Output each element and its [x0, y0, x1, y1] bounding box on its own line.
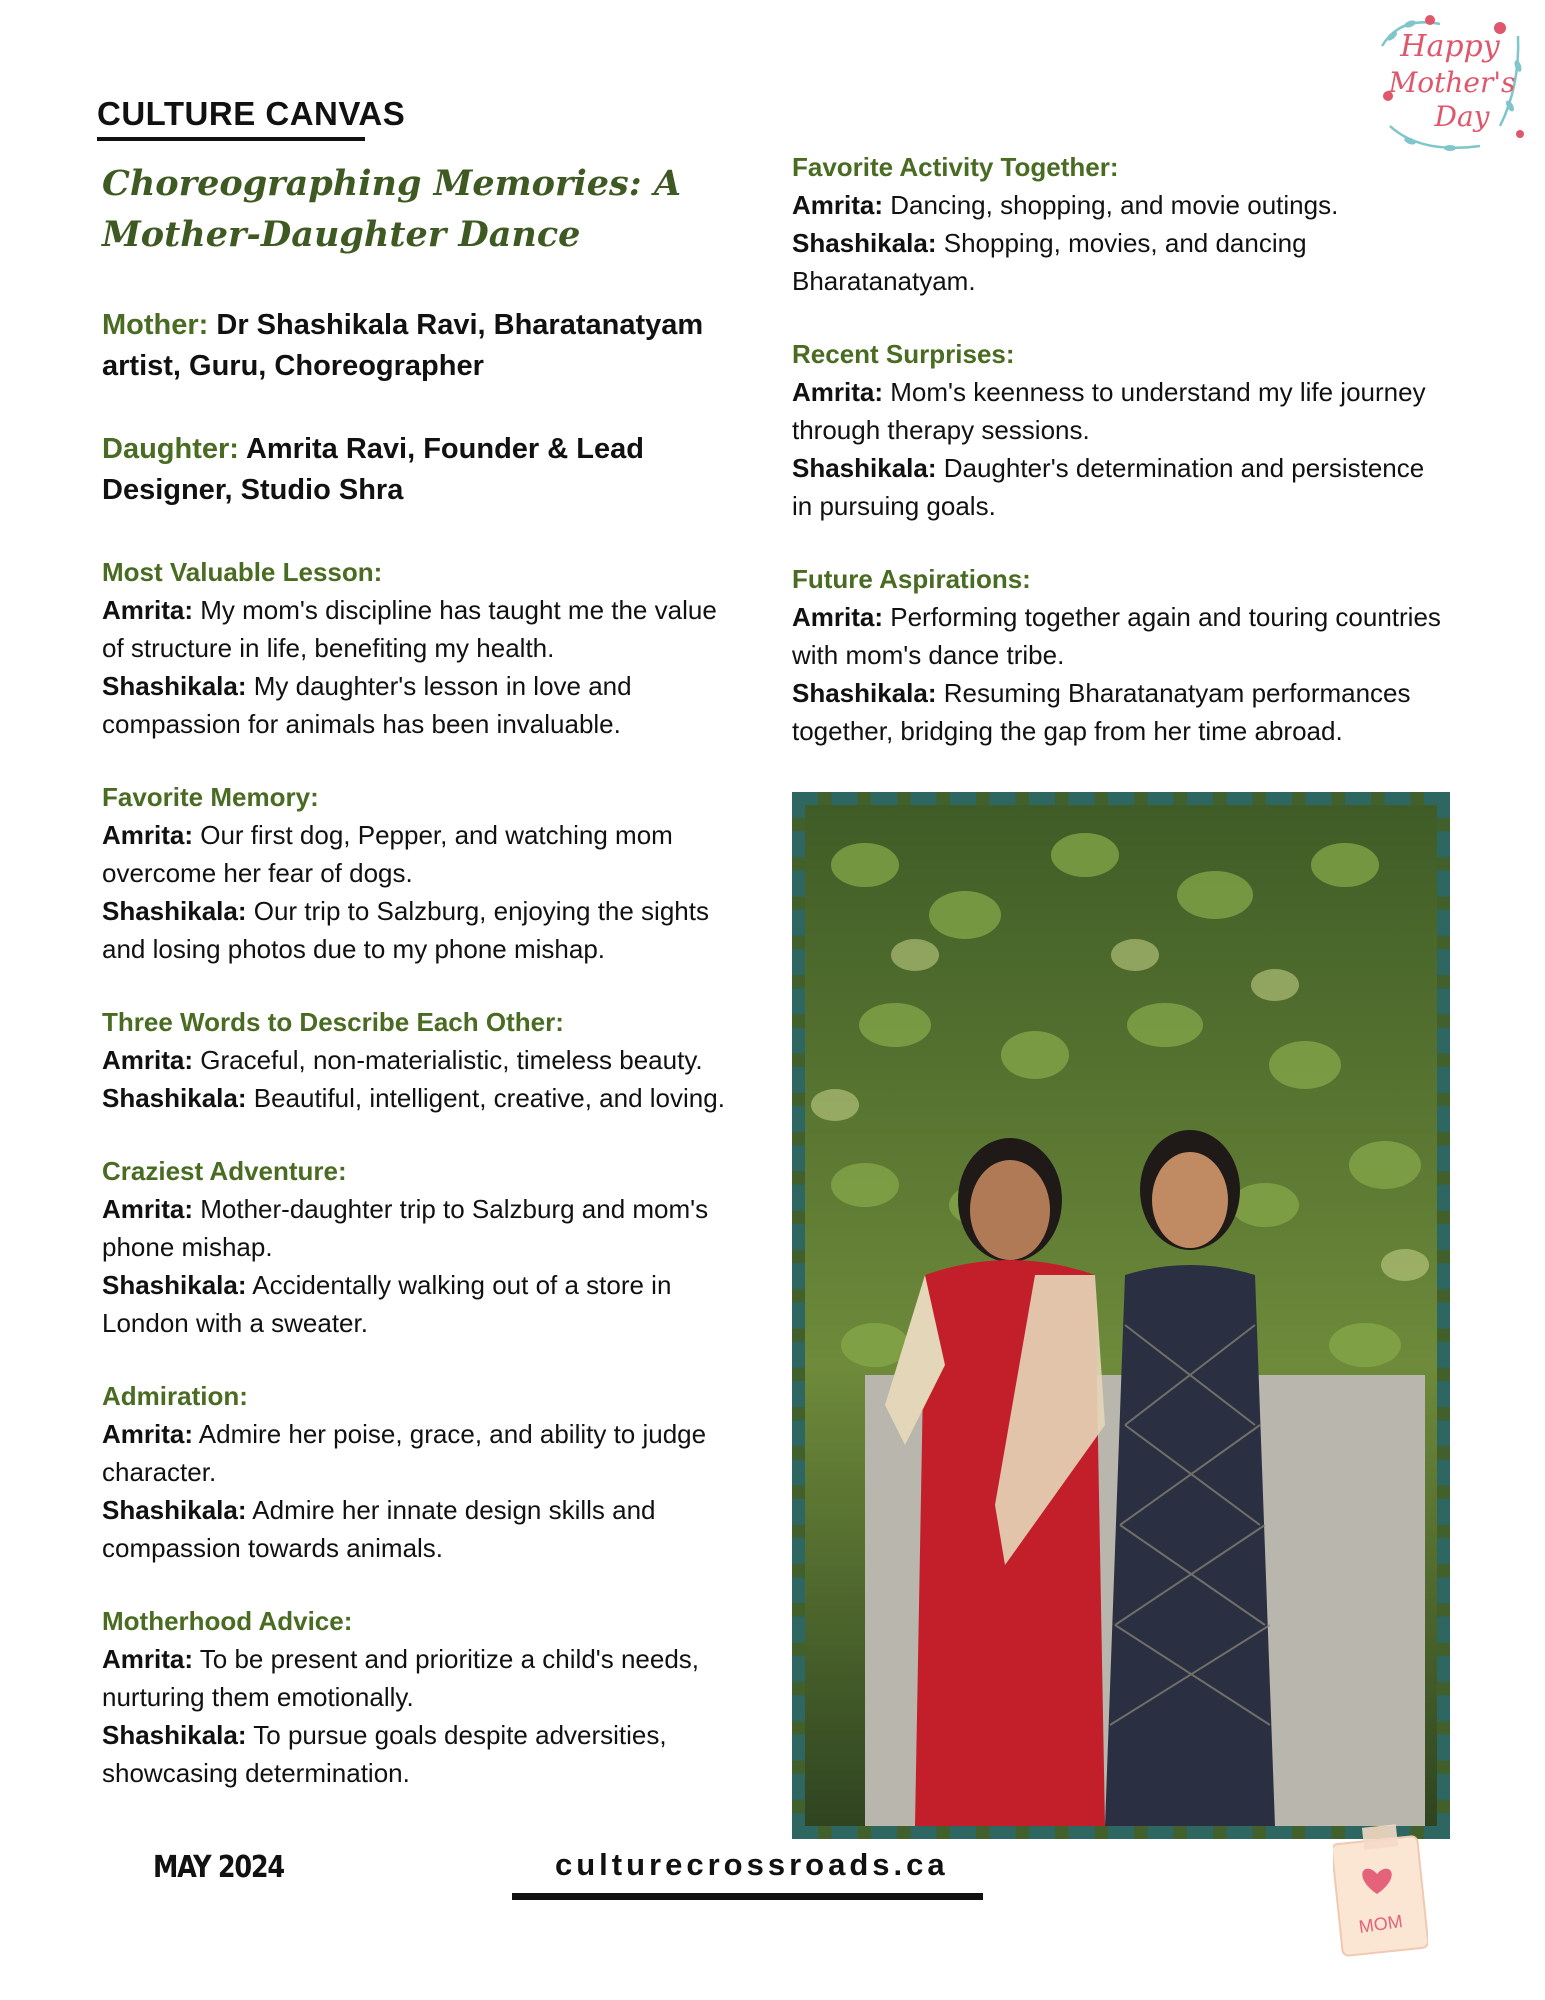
- shashikala-answer-text: To pursue goals despite adversities, showcasing determination.: [102, 1720, 667, 1788]
- photo-illustration: [805, 805, 1437, 1826]
- shashikala-answer: [792, 449, 1442, 525]
- amrita-label: Amrita:: [102, 820, 194, 850]
- daughter-info: [102, 429, 742, 511]
- shashikala-label: Shashikala:: [102, 671, 247, 701]
- qa-section: [102, 1152, 742, 1342]
- shashikala-answer: [102, 1491, 742, 1567]
- amrita-answer: [792, 598, 1442, 674]
- amrita-label: Amrita:: [102, 1045, 194, 1075]
- shashikala-answer-text: My daughter's lesson in love and compassion for animals has been invaluable.: [102, 671, 632, 739]
- footer-underline: [512, 1893, 983, 1900]
- qa-heading: Motherhood Advice:: [102, 1606, 353, 1636]
- qa-heading: Future Aspirations:: [792, 564, 1031, 594]
- qa-heading: Favorite Activity Together:: [792, 152, 1119, 182]
- amrita-answer-text: Mother-daughter trip to Salzburg and mom's phone mishap.: [102, 1194, 709, 1262]
- amrita-answer: [102, 1041, 742, 1079]
- website-link[interactable]: culturecrossroads.ca: [555, 1847, 949, 1882]
- daughter-role-label: Daughter:: [102, 433, 239, 465]
- shashikala-answer-text: Our trip to Salzburg, enjoying the sights and losing photos due to my phone mishap.: [102, 896, 709, 964]
- shashikala-answer: [102, 667, 742, 743]
- shashikala-answer-text: Accidentally walking out of a store in London with a sweater.: [102, 1270, 672, 1338]
- amrita-answer: [102, 1415, 742, 1491]
- amrita-label: Amrita:: [792, 602, 884, 632]
- amrita-answer: [102, 591, 742, 667]
- amrita-answer-text: To be present and prioritize a child's needs, nurturing them emotionally.: [102, 1644, 700, 1712]
- amrita-answer-text: Dancing, shopping, and movie outings.: [883, 190, 1339, 220]
- qa-section: [102, 778, 742, 968]
- amrita-answer: [102, 1640, 742, 1716]
- shashikala-answer: [792, 224, 1442, 300]
- mom-card-label: MOM: [1357, 1911, 1404, 1937]
- amrita-answer-text: Graceful, non-materialistic, timeless beauty.: [193, 1045, 703, 1075]
- article-title: Choreographing Memories: A Mother-Daughter Dance: [102, 163, 681, 255]
- shashikala-answer: [102, 892, 742, 968]
- mother-info: [102, 305, 742, 387]
- badge-line-2: Mother's: [1388, 66, 1516, 99]
- qa-section: [792, 335, 1442, 525]
- shashikala-answer: [102, 1716, 742, 1792]
- amrita-answer-text: Mom's keenness to understand my life journey through therapy sessions.: [792, 377, 1426, 445]
- qa-heading: Recent Surprises:: [792, 339, 1015, 369]
- shashikala-label: Shashikala:: [792, 678, 937, 708]
- shashikala-label: Shashikala:: [102, 1083, 247, 1113]
- shashikala-answer-text: Daughter's determination and persistence in pursuing goals.: [792, 453, 1425, 521]
- amrita-label: Amrita:: [102, 1644, 194, 1674]
- shashikala-answer-text: Resuming Bharatanatyam performances together, bridging the gap from her time abroad.: [792, 678, 1411, 746]
- daughter-name: Amrita Ravi, Founder & Lead Designer, Studio Shra: [102, 433, 644, 506]
- shashikala-label: Shashikala:: [102, 1270, 247, 1300]
- left-column: [102, 158, 742, 1827]
- qa-heading: Three Words to Describe Each Other:: [102, 1007, 564, 1037]
- amrita-answer-text: Admire her poise, grace, and ability to judge character.: [102, 1419, 707, 1487]
- qa-heading: Admiration:: [102, 1381, 248, 1411]
- shashikala-answer: [102, 1266, 742, 1342]
- shashikala-label: Shashikala:: [102, 1495, 247, 1525]
- amrita-answer-text: Our first dog, Pepper, and watching mom overcome her fear of dogs.: [102, 820, 673, 888]
- qa-section: [792, 148, 1442, 300]
- mother-role-label: Mother:: [102, 309, 209, 341]
- amrita-answer: [102, 1190, 742, 1266]
- shashikala-label: Shashikala:: [792, 228, 937, 258]
- mom-card-icon: [1333, 1822, 1428, 1957]
- issue-date: MAY 2024: [153, 1850, 284, 1885]
- shashikala-answer-text: Beautiful, intelligent, creative, and loving.: [246, 1083, 725, 1113]
- amrita-label: Amrita:: [102, 595, 194, 625]
- qa-heading: Favorite Memory:: [102, 782, 319, 812]
- qa-section: [102, 1003, 742, 1117]
- shashikala-answer: [102, 1079, 742, 1117]
- badge-line-3: Day: [1434, 100, 1490, 133]
- amrita-answer: [792, 186, 1442, 224]
- badge-line-1: Happy: [1400, 29, 1500, 64]
- happy-mothers-day-badge: [1370, 6, 1530, 156]
- qa-heading: Most Valuable Lesson:: [102, 557, 383, 587]
- amrita-answer: [792, 373, 1442, 449]
- shashikala-label: Shashikala:: [102, 1720, 247, 1750]
- qa-section: [792, 560, 1442, 750]
- qa-section: [102, 1602, 742, 1792]
- amrita-label: Amrita:: [792, 377, 884, 407]
- qa-heading: Craziest Adventure:: [102, 1156, 347, 1186]
- section-label: CULTURE CANVAS: [97, 95, 406, 132]
- section-underline: [97, 137, 365, 141]
- amrita-answer: [102, 816, 742, 892]
- amrita-label: Amrita:: [102, 1419, 194, 1449]
- shashikala-answer-text: Admire her innate design skills and compassion towards animals.: [102, 1495, 656, 1563]
- right-column: [792, 148, 1442, 785]
- amrita-label: Amrita:: [792, 190, 884, 220]
- shashikala-label: Shashikala:: [792, 453, 937, 483]
- amrita-answer-text: My mom's discipline has taught me the value of structure in life, benefiting my health.: [102, 595, 717, 663]
- mother-name: Dr Shashikala Ravi, Bharatanatyam artist, Guru, Choreographer: [102, 309, 704, 382]
- qa-section: [102, 1377, 742, 1567]
- amrita-answer-text: Performing together again and touring countries with mom's dance tribe.: [792, 602, 1441, 670]
- amrita-label: Amrita:: [102, 1194, 194, 1224]
- mother-daughter-photo: [792, 792, 1450, 1839]
- shashikala-label: Shashikala:: [102, 896, 247, 926]
- shashikala-answer-text: Shopping, movies, and dancing Bharatanatyam.: [792, 228, 1307, 296]
- shashikala-answer: [792, 674, 1442, 750]
- qa-section: [102, 553, 742, 743]
